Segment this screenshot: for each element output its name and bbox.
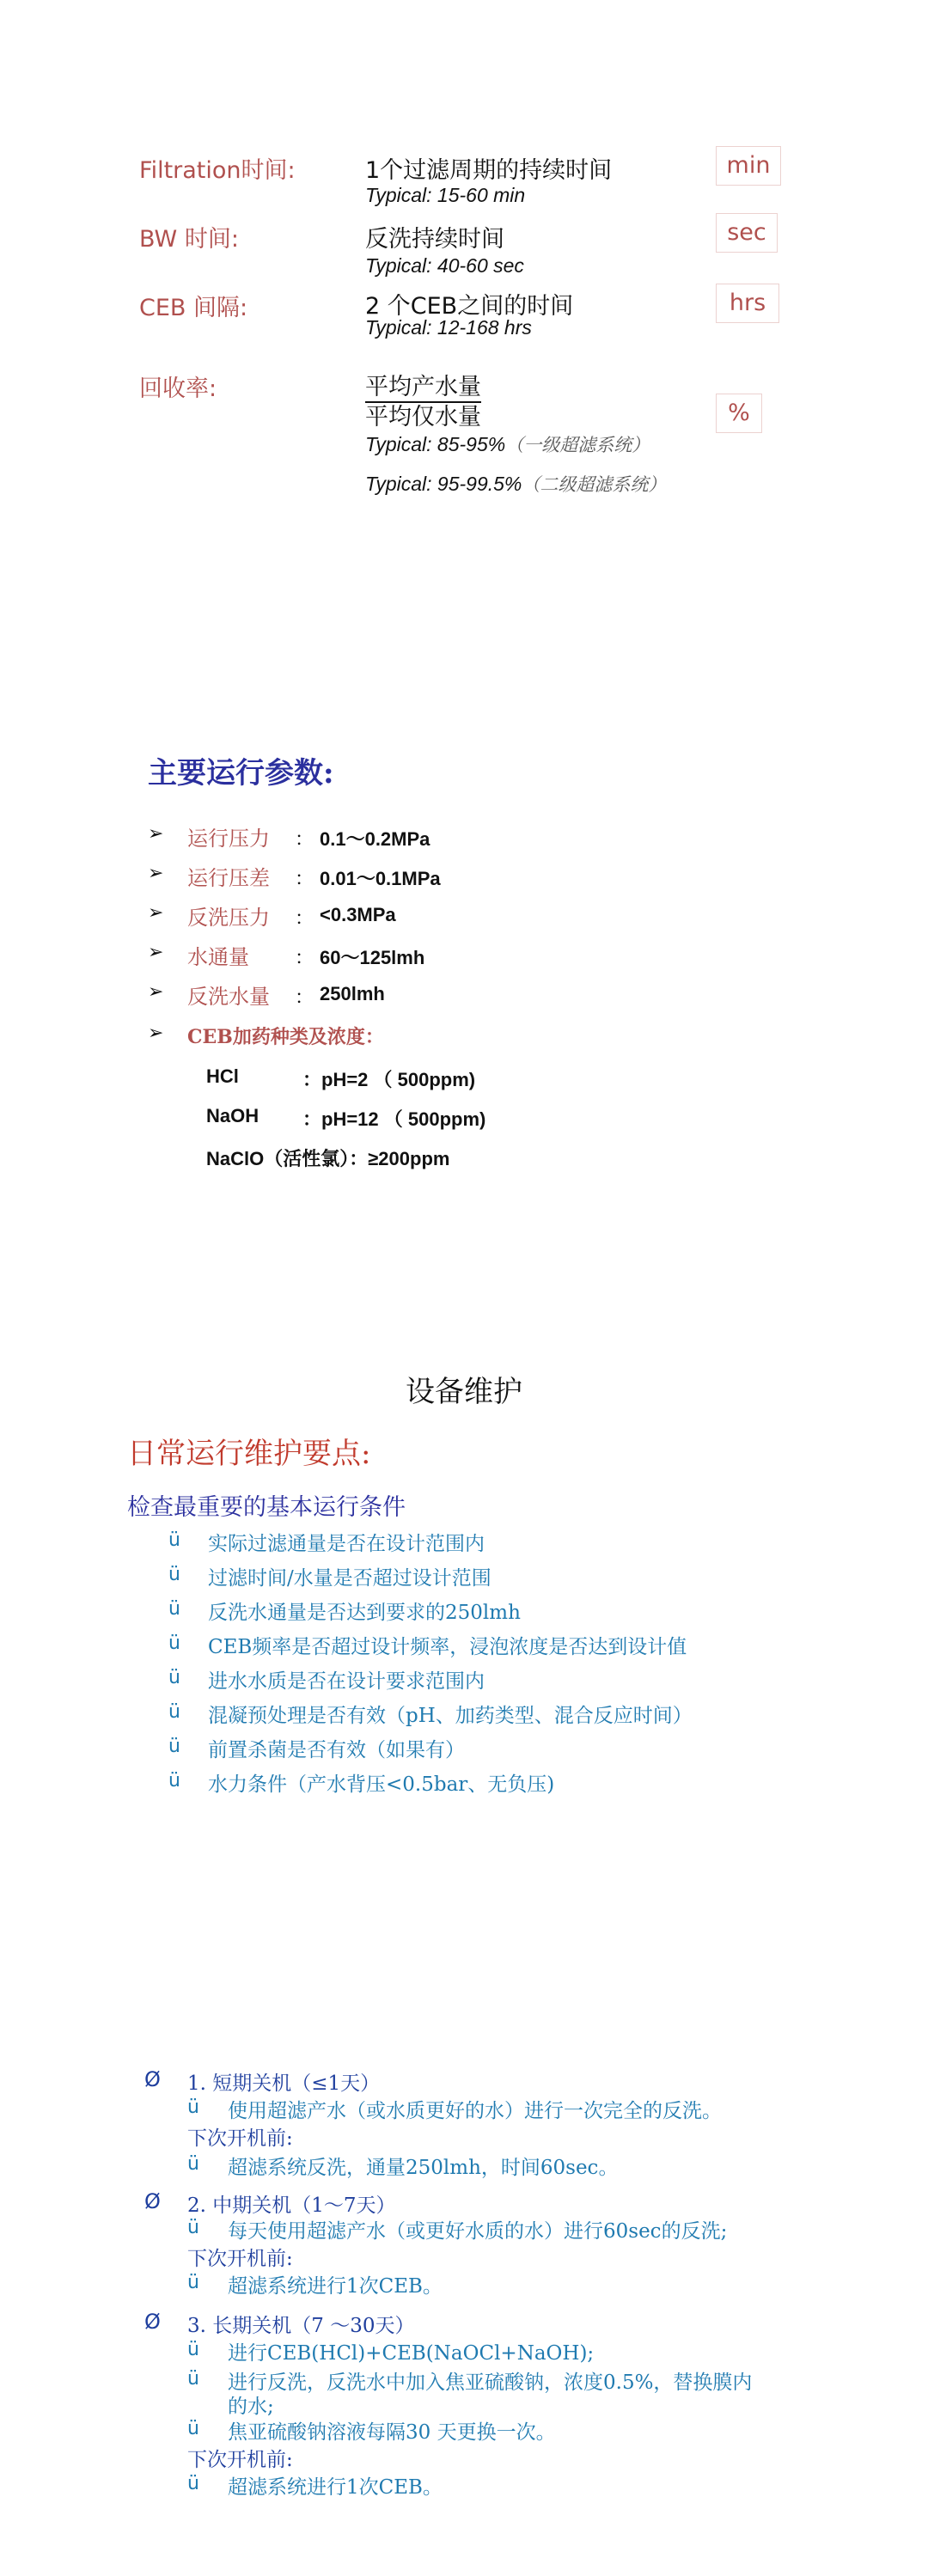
chemical-name: NaClO（活性氯）：≥200ppm (206, 1148, 450, 1169)
shutdown-step-cont: 的水; (228, 2396, 274, 2418)
check-icon: ü (168, 1633, 180, 1654)
ceb-interval-term: CEB 间隔: (139, 295, 248, 321)
param-name: 运行压差 (187, 866, 270, 890)
check-item: 进水水质是否在设计要求范围内 (208, 1670, 485, 1693)
recovery-typical-2 (365, 471, 666, 497)
arrow-icon: ➢ (148, 863, 164, 884)
param-colon: ： (295, 948, 314, 969)
ceb-interval-typical: Typical: 12-168 hrs (365, 316, 532, 339)
chemical-name: NaOH (206, 1105, 259, 1126)
check-icon: ü (187, 2153, 199, 2175)
param-name: 反洗压力 (187, 906, 270, 930)
next-start-label: 下次开机前: (187, 2449, 293, 2471)
param-name: 水通量 (187, 945, 249, 969)
bw-time-desc: 反洗持续时间 (365, 226, 504, 253)
arrow-icon: ➢ (148, 902, 164, 924)
check-icon: ü (187, 2473, 199, 2494)
bw-unit-box (716, 213, 778, 253)
check-icon: ü (168, 1701, 180, 1723)
check-icon: ü (168, 1736, 180, 1757)
check-icon: ü (168, 1529, 180, 1551)
recovery-typical-2-en: Typical: 95-99.5% (365, 473, 522, 495)
bw-time-typical: Typical: 40-60 sec (365, 254, 524, 277)
phi-bullet-icon: Ø (144, 2310, 161, 2334)
filtration-time-desc: 1个过滤周期的持续时间 (365, 157, 613, 184)
check-icon: ü (168, 1564, 180, 1585)
recovery-typical-1-cn: （一级超滤系统） (505, 435, 650, 455)
param-value: 250lmh (320, 983, 385, 1004)
check-item: 水力条件（产水背压<0.5bar、无负压) (208, 1773, 555, 1796)
next-start-label: 下次开机前: (187, 2248, 293, 2270)
bw-time-term: BW 时间: (139, 226, 239, 253)
param-name: 反洗水量 (187, 985, 270, 1009)
ceb-chemicals-title: CEB加药种类及浓度： (187, 1026, 384, 1048)
ceb-unit-box (716, 284, 779, 323)
param-colon: ： (295, 829, 314, 851)
recovery-numerator-text: 平均产水量 (365, 374, 481, 403)
param-colon: ： (295, 908, 314, 930)
shutdown-after: 超滤系统进行1次CEB。 (228, 2476, 443, 2499)
shutdown-long-title: 3. 长期关机（7 ～30天） (187, 2315, 415, 2337)
check-icon: ü (168, 1667, 180, 1688)
ceb-interval-desc: 2 个CEB之间的时间 (365, 293, 574, 320)
recovery-typical-2-cn: （二级超滤系统） (522, 474, 667, 495)
phi-bullet-icon: Ø (144, 2189, 161, 2213)
arrow-icon: ➢ (148, 1022, 164, 1044)
param-value: 0.1～0.2MPa (320, 828, 430, 850)
maintenance-subtitle: 日常运行维护要点: (127, 1437, 371, 1471)
arrow-icon: ➢ (148, 942, 164, 963)
recovery-unit-box (716, 394, 762, 433)
param-name: 运行压力 (187, 827, 270, 851)
check-item: 反洗水通量是否达到要求的250lmh (208, 1602, 521, 1624)
shutdown-medium-title: 2. 中期关机（1～7天） (187, 2194, 396, 2217)
shutdown-step: 焦亚硫酸钠溶液每隔30 天更换一次。 (228, 2421, 556, 2444)
filtration-unit: min (726, 152, 771, 179)
phi-bullet-icon: Ø (144, 2067, 161, 2091)
chemical-value: ：pH=12 （ 500ppm) (302, 1108, 486, 1130)
bw-unit: sec (727, 219, 766, 246)
next-start-label: 下次开机前: (187, 2127, 293, 2150)
recovery-typical-1 (365, 431, 650, 457)
recovery-numerator (365, 368, 481, 401)
filtration-time-typical: Typical: 15-60 min (365, 184, 526, 206)
shutdown-step: 每天使用超滤产水（或更好水质的水）进行60sec的反洗; (228, 2220, 728, 2243)
maintenance-title: 设备维护 (406, 1375, 522, 1409)
param-colon: ： (295, 987, 314, 1009)
param-value: <0.3MPa (320, 904, 396, 925)
params-title: 主要运行参数: (148, 756, 334, 791)
check-item: 实际过滤通量是否在设计范围内 (208, 1533, 485, 1555)
shutdown-after: 超滤系统反洗，通量250lmh，时间60sec。 (228, 2157, 619, 2179)
shutdown-step: 进行反洗，反洗水中加入焦亚硫酸钠，浓度0.5%，替换膜内 (228, 2372, 753, 2394)
maintenance-heading: 检查最重要的基本运行条件 (127, 1494, 406, 1521)
recovery-unit: % (728, 400, 750, 426)
ceb-unit: hrs (729, 290, 766, 316)
check-item: CEB频率是否超过设计频率，浸泡浓度是否达到设计值 (208, 1636, 687, 1658)
check-icon: ü (187, 2339, 199, 2360)
param-colon: ： (295, 869, 314, 890)
shutdown-after: 超滤系统进行1次CEB。 (228, 2275, 443, 2298)
recovery-denominator: 平均仅水量 (365, 404, 481, 430)
check-item: 过滤时间/水量是否超过设计范围 (208, 1567, 491, 1590)
shutdown-step: 使用超滤产水（或水质更好的水）进行一次完全的反洗。 (228, 2100, 722, 2122)
check-icon: ü (187, 2217, 199, 2238)
check-icon: ü (187, 2368, 199, 2390)
param-value: 60～125lmh (320, 947, 425, 968)
filtration-time-term: Filtration时间: (139, 157, 296, 184)
check-item: 混凝预处理是否有效（pH、加药类型、混合反应时间） (208, 1705, 693, 1727)
arrow-icon: ➢ (148, 823, 164, 845)
check-item: 前置杀菌是否有效（如果有） (208, 1739, 465, 1761)
arrow-icon: ➢ (148, 981, 164, 1003)
chemical-name: HCl (206, 1065, 239, 1087)
filtration-unit-box (716, 146, 781, 186)
check-icon: ü (168, 1598, 180, 1620)
param-value: 0.01～0.1MPa (320, 868, 441, 889)
shutdown-step: 进行CEB(HCl)+CEB(NaOCl+NaOH); (228, 2342, 595, 2365)
check-icon: ü (187, 2097, 199, 2118)
chemical-value: ：pH=2 （ 500ppm) (302, 1069, 476, 1090)
recovery-term: 回收率: (139, 375, 217, 402)
check-icon: ü (187, 2418, 199, 2439)
check-icon: ü (187, 2272, 199, 2293)
shutdown-short-title: 1. 短期关机（≤1天） (187, 2072, 381, 2095)
check-icon: ü (168, 1770, 180, 1792)
recovery-typical-1-en: Typical: 85-95% (365, 433, 506, 455)
